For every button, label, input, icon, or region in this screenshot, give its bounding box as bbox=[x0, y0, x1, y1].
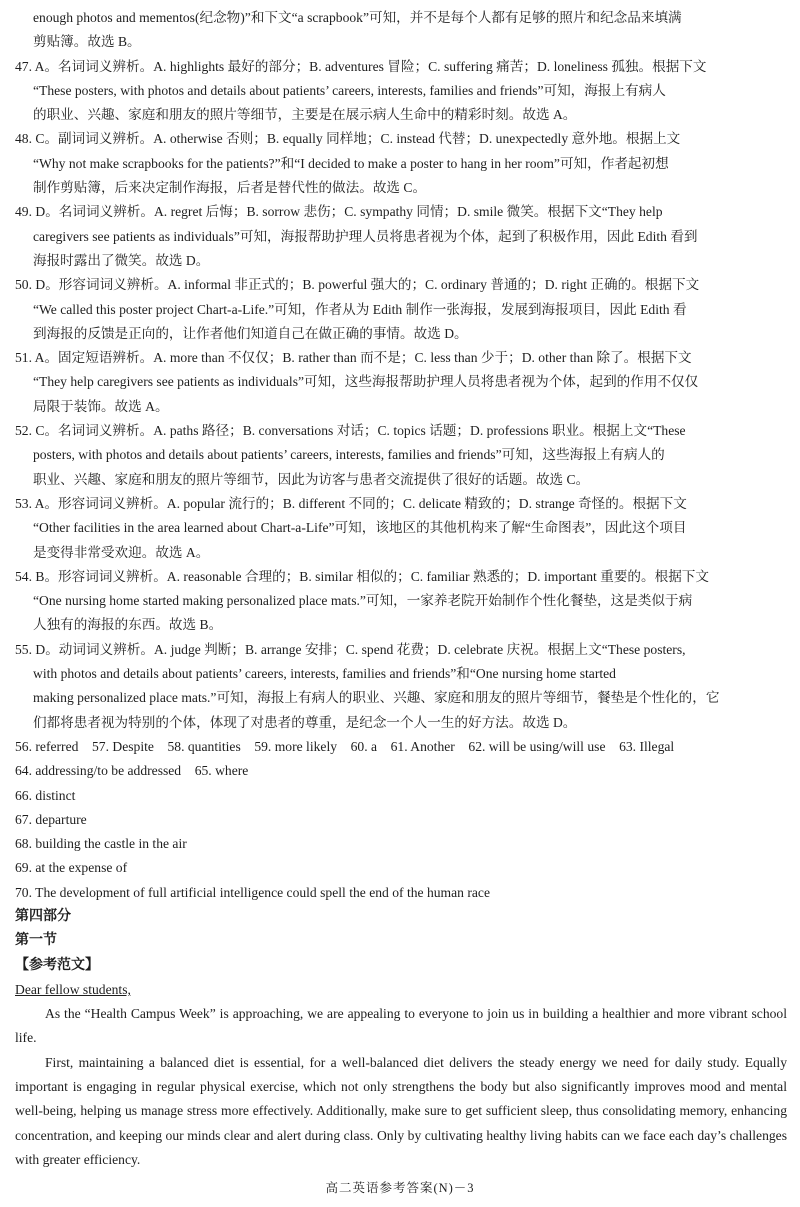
text-line: with photos and details about patients’ careers, interests, families and friends”和“One nursing home started bbox=[33, 666, 616, 682]
text-line: “They help caregivers see patients as individuals”可知，这些海报帮助护理人员将患者视为个体，起到的作用不仅仅 bbox=[33, 374, 699, 390]
answer-69: 69. at the expense of bbox=[15, 860, 128, 876]
text-line: 是变得非常受欢迎。故选 A。 bbox=[33, 544, 210, 560]
text-line: making personalized place mats.”可知，海报上有病人的职业、兴趣、家庭和朋友的照片等细节，餐垫是个性化的，它 bbox=[33, 690, 720, 706]
answer-page bbox=[15, 6, 787, 1172]
answer-53: 53. A。形容词词义辨析。A. popular 流行的；B. different 不同的；C. delicate 精致的；D. strange 奇怪的。根据下文 bbox=[15, 495, 687, 511]
text-line: 的职业、兴趣、家庭和朋友的照片等细节，主要是在展示病人生命中的精彩时刻。故选 A。 bbox=[33, 107, 577, 123]
text-line: 剪贴簿。故选 B。 bbox=[33, 34, 141, 50]
answer-52: 52. C。名词词义辨析。A. paths 路径；B. conversations 对话；C. topics 话题；D. professions 职业。根据上文“These bbox=[15, 423, 686, 439]
answer-68: 68. building the castle in the air bbox=[15, 836, 187, 852]
text-line: posters, with photos and details about patients’ careers, interests, families and friends”可知，这些海报上有病人的 bbox=[33, 447, 665, 463]
answer-50: 50. D。形容词词义辨析。A. informal 非正式的；B. powerful 强大的；C. ordinary 普通的；D. right 正确的。根据下文 bbox=[15, 277, 700, 293]
sample-essay-label: 【参考范文】 bbox=[15, 957, 99, 973]
text-line: “Other facilities in the area learned about Chart-a-Life”可知，该地区的其他机构来了解“生命图表”，因此这个项目 bbox=[33, 520, 687, 536]
answers-56-63: 56. referred 57. Despite 58. quantities 59. more likely 60. a 61. Another 62. will be using/will use 63. Illegal bbox=[15, 738, 675, 754]
text-line: 局限于装饰。故选 A。 bbox=[33, 398, 169, 414]
answer-48: 48. C。副词词义辨析。A. otherwise 否则；B. equally 同样地；C. instead 代替；D. unexpectedly 意外地。根据上文 bbox=[15, 131, 681, 147]
text-line: “These posters, with photos and details about patients’ careers, interests, families and friends”可知，海报上有病人 bbox=[33, 82, 666, 98]
answer-51: 51. A。固定短语辨析。A. more than 不仅仅；B. rather than 而不是；C. less than 少于；D. other than 除了。根据下文 bbox=[15, 350, 692, 366]
text-line: enough photos and mementos(纪念物)”和下文“a scrapbook”可知，并不是每个人都有足够的照片和纪念品来填满 bbox=[33, 10, 682, 25]
answer-70: 70. The development of full artificial intelligence could spell the end of the human race bbox=[15, 884, 490, 900]
answer-67: 67. departure bbox=[15, 811, 87, 827]
essay-greeting: Dear fellow students, bbox=[15, 981, 131, 997]
answers-64-65: 64. addressing/to be addressed 65. where bbox=[15, 763, 249, 779]
text-line: 人独有的海报的东西。故选 B。 bbox=[33, 617, 223, 633]
text-line: 们都将患者视为特别的个体，体现了对患者的尊重，是纪念一个人一生的好方法。故选 D。 bbox=[33, 714, 577, 730]
text-line: 制作剪贴簿，后来决定制作海报，后者是替代性的做法。故选 C。 bbox=[33, 180, 427, 196]
text-line: 职业、兴趣、家庭和朋友的照片等细节，因此为访客与患者交流提供了很好的话题。故选 C。 bbox=[33, 471, 590, 487]
essay-paragraph-1: As the “Health Campus Week” is approaching, we are appealing to everyone to join us in building a healthier and more vibrant school life. bbox=[15, 1006, 787, 1046]
text-line: “One nursing home started making personalized place mats.”可知，一家养老院开始制作个性化餐垫，这是类似于病 bbox=[33, 593, 693, 609]
text-line: 海报时露出了微笑。故选 D。 bbox=[33, 252, 210, 268]
subsection-heading: 第一节 bbox=[15, 933, 57, 949]
text-line: “Why not make scrapbooks for the patients?”和“I decided to make a poster to hang in her room”可知，作者起初想 bbox=[33, 155, 669, 171]
answer-47: 47. A。名词词义辨析。A. highlights 最好的部分；B. adventures 冒险；C. suffering 痛苦；D. loneliness 孤独。根据下文 bbox=[15, 58, 707, 74]
answer-55: 55. D。动词词义辨析。A. judge 判断；B. arrange 安排；C. spend 花费；D. celebrate 庆祝。根据上文“These posters, bbox=[15, 641, 686, 657]
text-line: 到海报的反馈是正向的，让作者他们知道自己在做正确的事情。故选 D。 bbox=[33, 325, 468, 341]
page-footer: 高二英语参考答案(N)－3 bbox=[325, 1181, 475, 1195]
section-heading: 第四部分 bbox=[15, 908, 71, 924]
answer-54: 54. B。形容词词义辨析。A. reasonable 合理的；B. similar 相似的；C. familiar 熟悉的；D. important 重要的。根据下文 bbox=[15, 568, 709, 584]
answer-49: 49. D。名词词义辨析。A. regret 后悔；B. sorrow 悲伤；C. sympathy 同情；D. smile 微笑。根据下文“They help bbox=[15, 204, 663, 220]
essay-paragraph-2: First, maintaining a balanced diet is essential, for a well-balanced diet delivers the steady energy we need for daily study. Equally important is engaging in regular physical exercise, which not only strengthens the body but also significantly improves mood and mental well-being, helping us manage stress more effectively. Additionally, make sure to get sufficient sleep, thus consolidating memory, enhancing concentration, and keeping our minds clear and alert during class. Only by cultivating healthy living habits can we face each day’s challenges with greater efficiency. bbox=[15, 1054, 787, 1167]
text-line: “We called this poster project Chart-a-Life.”可知，作者从为 Edith 制作一张海报，发展到海报项目，因此 Edith 看 bbox=[33, 301, 687, 317]
answer-66: 66. distinct bbox=[15, 787, 76, 803]
text-line: caregivers see patients as individuals”可知，海报帮助护理人员将患者视为个体，起到了积极作用，因此 Edith 看到 bbox=[33, 228, 698, 244]
